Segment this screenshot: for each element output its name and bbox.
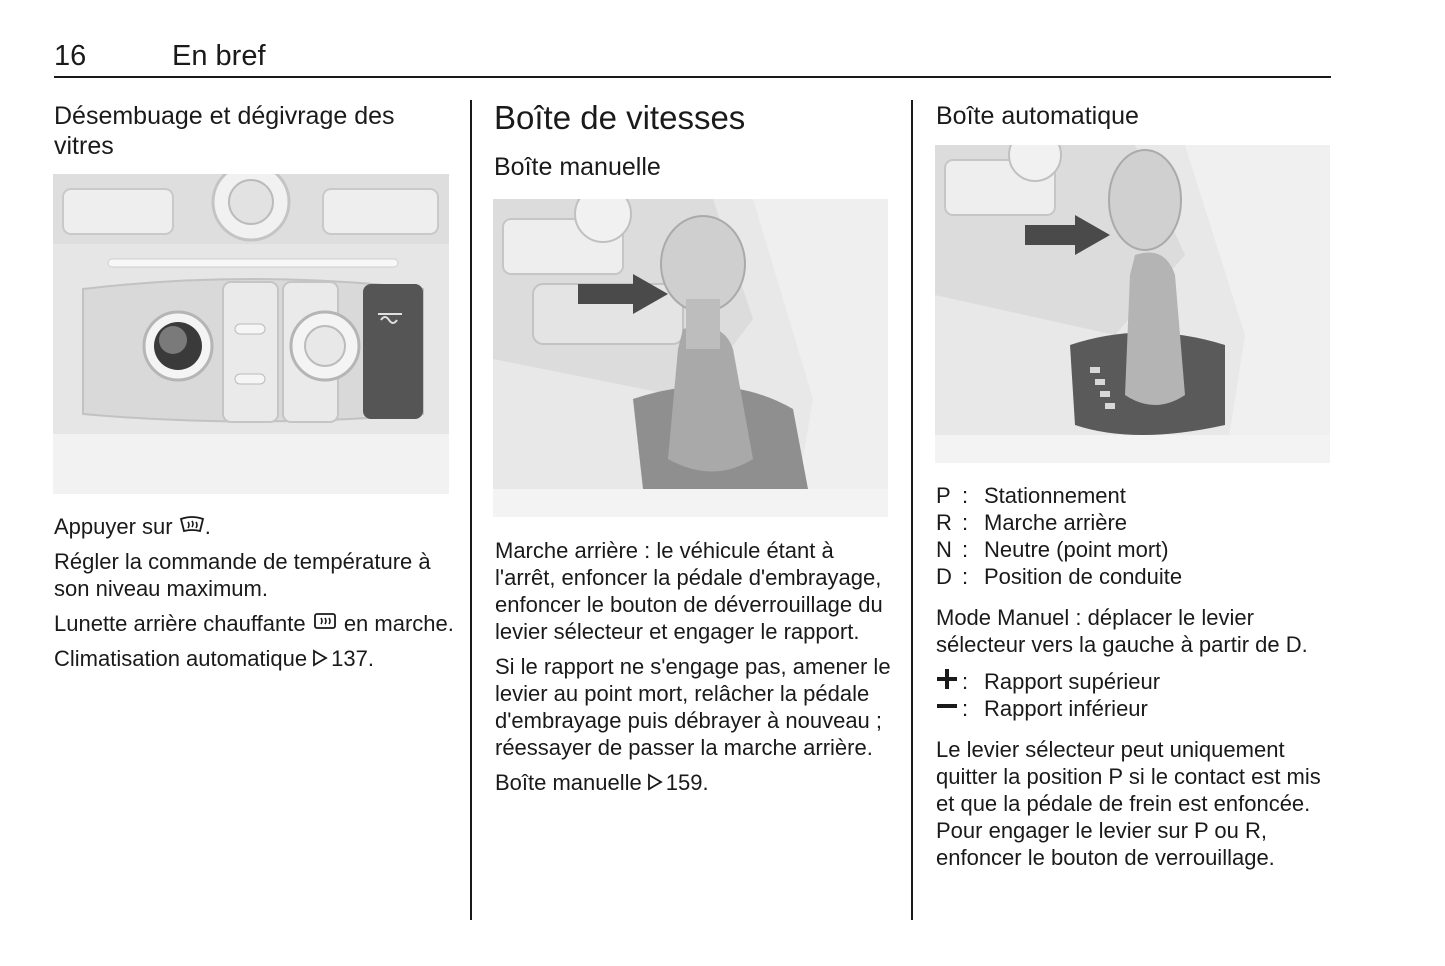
- separator: :: [962, 669, 969, 694]
- paragraph: [54, 513, 454, 540]
- paragraph: Mode Manuel : déplacer le levier sélecteur vers la gauche à partir de D.: [936, 605, 1308, 657]
- paragraph: [495, 769, 895, 796]
- text: Climatisation automatique: [54, 646, 308, 671]
- list-item: [936, 509, 1336, 536]
- separator: :: [962, 537, 969, 562]
- shift-list: [936, 668, 1336, 722]
- page-reference[interactable]: 137.: [331, 646, 374, 671]
- page-number: 16: [54, 40, 87, 72]
- position-label: Stationnement: [984, 483, 1126, 508]
- shift-label: Rapport inférieur: [984, 696, 1148, 721]
- separator: :: [962, 696, 969, 721]
- position-label: Position de conduite: [984, 564, 1183, 589]
- position-key: R: [936, 510, 952, 535]
- position-label: Marche arrière: [984, 510, 1128, 535]
- separator: :: [962, 510, 969, 535]
- transmission-title: Boîte de vitesses: [494, 99, 746, 136]
- plus-icon: [936, 668, 962, 695]
- list-item: [936, 563, 1336, 590]
- list-item: [936, 695, 1336, 722]
- manual-gearbox-heading: Boîte manuelle: [494, 153, 661, 181]
- paragraph: Si le rapport ne s'engage pas, amener le levier au point mort, relâcher la pédale d'embrayage puis débrayer à nouveau ; réessayer de passer la marche arrière.: [495, 654, 891, 760]
- position-key: N: [936, 537, 952, 562]
- windscreen-defrost-icon: [179, 514, 205, 536]
- defog-heading: Désembuage et dégivrage des vitres: [54, 102, 395, 160]
- manual-gear-lever-figure: [493, 199, 888, 517]
- climate-panel-figure: [53, 174, 449, 494]
- column-1-body: [54, 513, 454, 680]
- separator: :: [962, 564, 969, 589]
- minus-icon: [936, 695, 962, 722]
- shift-label: Rapport supérieur: [984, 669, 1161, 694]
- text: .: [204, 514, 211, 539]
- list-item: [936, 482, 1336, 509]
- position-key: P: [936, 483, 951, 508]
- page-reference-arrow-icon: [311, 648, 329, 668]
- paragraph: Régler la commande de température à son niveau maximum.: [54, 549, 431, 601]
- paragraph: Marche arrière : le véhicule étant à l'arrêt, enfoncer la pédale d'embrayage, enfoncer le bouton de déverrouillage du levier sélecteur et engager le rapport.: [495, 538, 883, 644]
- page-reference[interactable]: 159.: [665, 770, 709, 795]
- column-divider-2: [911, 100, 913, 920]
- column-2: [494, 98, 894, 182]
- text: Lunette arrière chauffante: [54, 611, 306, 636]
- text: Boîte manuelle: [495, 770, 642, 795]
- text: Appuyer sur: [54, 514, 173, 539]
- column-divider-1: [470, 100, 472, 920]
- position-label: Neutre (point mort): [984, 537, 1169, 562]
- list-item: [936, 536, 1336, 563]
- paragraph: [54, 645, 454, 672]
- column-1: [54, 101, 454, 161]
- page-reference-arrow-icon: [646, 772, 664, 792]
- header-rule: [54, 76, 1331, 78]
- column-3-body: [936, 482, 1336, 879]
- column-3: [936, 101, 1336, 131]
- list-item: [936, 668, 1336, 695]
- rear-window-heating-icon: [312, 611, 338, 633]
- automatic-selector-figure: [935, 145, 1330, 463]
- paragraph: [54, 610, 454, 637]
- automatic-gearbox-heading: Boîte automatique: [936, 102, 1139, 130]
- section-title: En bref: [172, 40, 266, 72]
- separator: :: [962, 483, 969, 508]
- column-2-body: [495, 537, 895, 804]
- gear-positions-list: [936, 482, 1336, 590]
- paragraph: Le levier sélecteur peut uniquement quitter la position P si le contact est mis et que la pédale de frein est enfoncée. Pour engager le levier sur P ou R, enfoncer le bouton de verrouillage.: [936, 737, 1321, 870]
- position-key: D: [936, 564, 952, 589]
- text: en marche.: [343, 611, 454, 636]
